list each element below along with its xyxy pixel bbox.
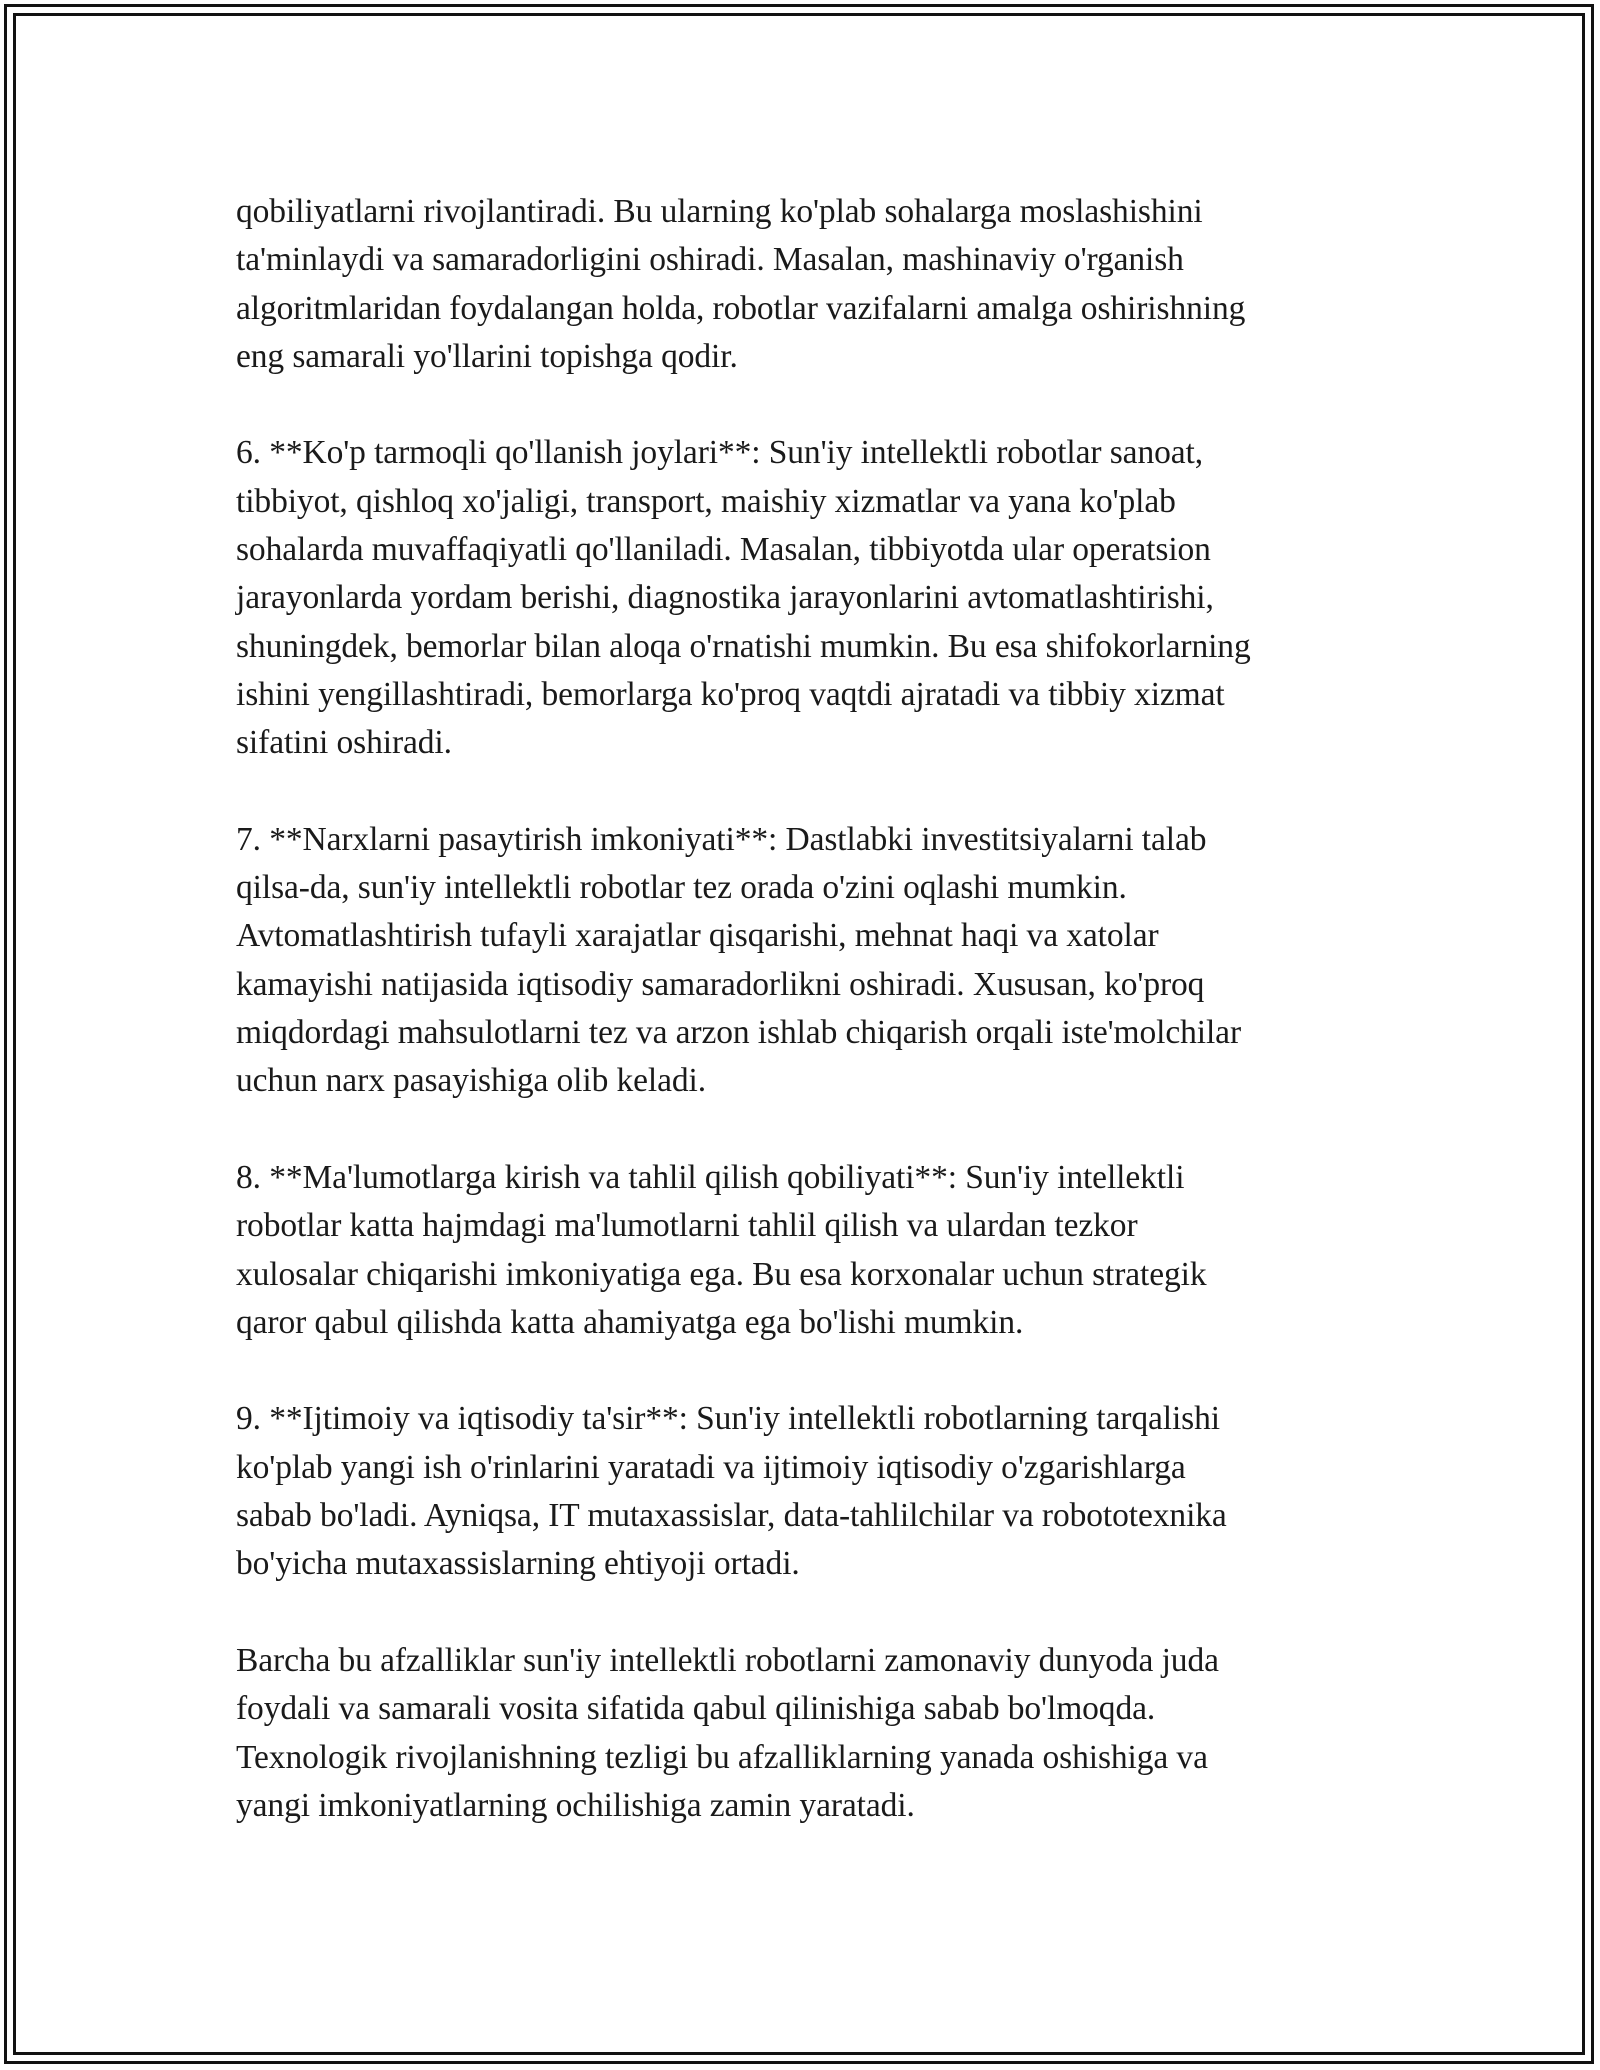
paragraph-item-9: 9. **Ijtimoiy va iqtisodiy ta'sir**: Sun'iy intellektli robotlarning tarqalishi ko'plab yangi ish o'rinlarini yaratadi va ijtimoiy iqtisodiy o'zgarishlarga sabab bo'ladi. Ayniqsa, IT mutaxassislar, data-tahlilchilar va robototexnika bo'yicha mutaxassislarning ehtiyoji ortadi. [236,1400,1227,1583]
paragraph-continuation: qobiliyatlarni rivojlantiradi. Bu ularning ko'plab sohalarga moslashishini ta'minlaydi va samaradorligini oshiradi. Masalan, mashinaviy o'rganish algoritmlaridan foydalangan holda, robotlar vazifalarni amalga oshirishning eng samarali yo'llarini topishga qodir. [236,193,1246,375]
paragraph-conclusion: Barcha bu afzalliklar sun'iy intellektli robotlarni zamonaviy dunyoda juda foydali va samarali vosita sifatida qabul qilinishiga sabab bo'lmoqda. Texnologik rivojlanishning tezligi bu afzalliklarning yanada oshishiga va yangi imkoniyatlarning ochilishiga zamin yaratadi. [236,1641,1219,1824]
document-body [236,188,1366,1830]
paragraph-item-7: 7. **Narxlarni pasaytirish imkoniyati**: Dastlabki investitsiyalarni talab qilsa-da, sun'iy intellektli robotlar tez orada o'zini oqlashi mumkin. Avtomatlashtirish tufayli xarajatlar qisqarishi, mehnat haqi va xatolar kamayishi natijasida iqtisodiy samaradorlikni oshiradi. Xususan, ko'proq miqdordagi mahsulotlarni tez va arzon ishlab chiqarish orqali iste'molchilar uchun narx pasayishiga olib keladi. [236,820,1242,1100]
paragraph-item-8: 8. **Ma'lumotlarga kirish va tahlil qilish qobiliyati**: Sun'iy intellektli robotlar katta hajmdagi ma'lumotlarni tahlil qilish va ulardan tezkor xulosalar chiqarishi imkoniyatiga ega. Bu esa korxonalar uchun strategik qaror qabul qilishda katta ahamiyatga ega bo'lishi mumkin. [236,1158,1207,1341]
paragraph-item-6: 6. **Ko'p tarmoqli qo'llanish joylari**: Sun'iy intellektli robotlar sanoat, tibbiyot, qishloq xo'jaligi, transport, maishiy xizmatlar va yana ko'plab sohalarda muvaffaqiyatli qo'llaniladi. Masalan, tibbiyotda ular operatsion jarayonlarda yordam berishi, diagnostika jarayonlarini avtomatlashtirishi, shuningdek, bemorlar bilan aloqa o'rnatishi mumkin. Bu esa shifokorlarning ishini yengillashtiradi, bemorlarga ko'proq vaqtdi ajratadi va tibbiy xizmat sifatini oshiradi. [236,434,1251,762]
